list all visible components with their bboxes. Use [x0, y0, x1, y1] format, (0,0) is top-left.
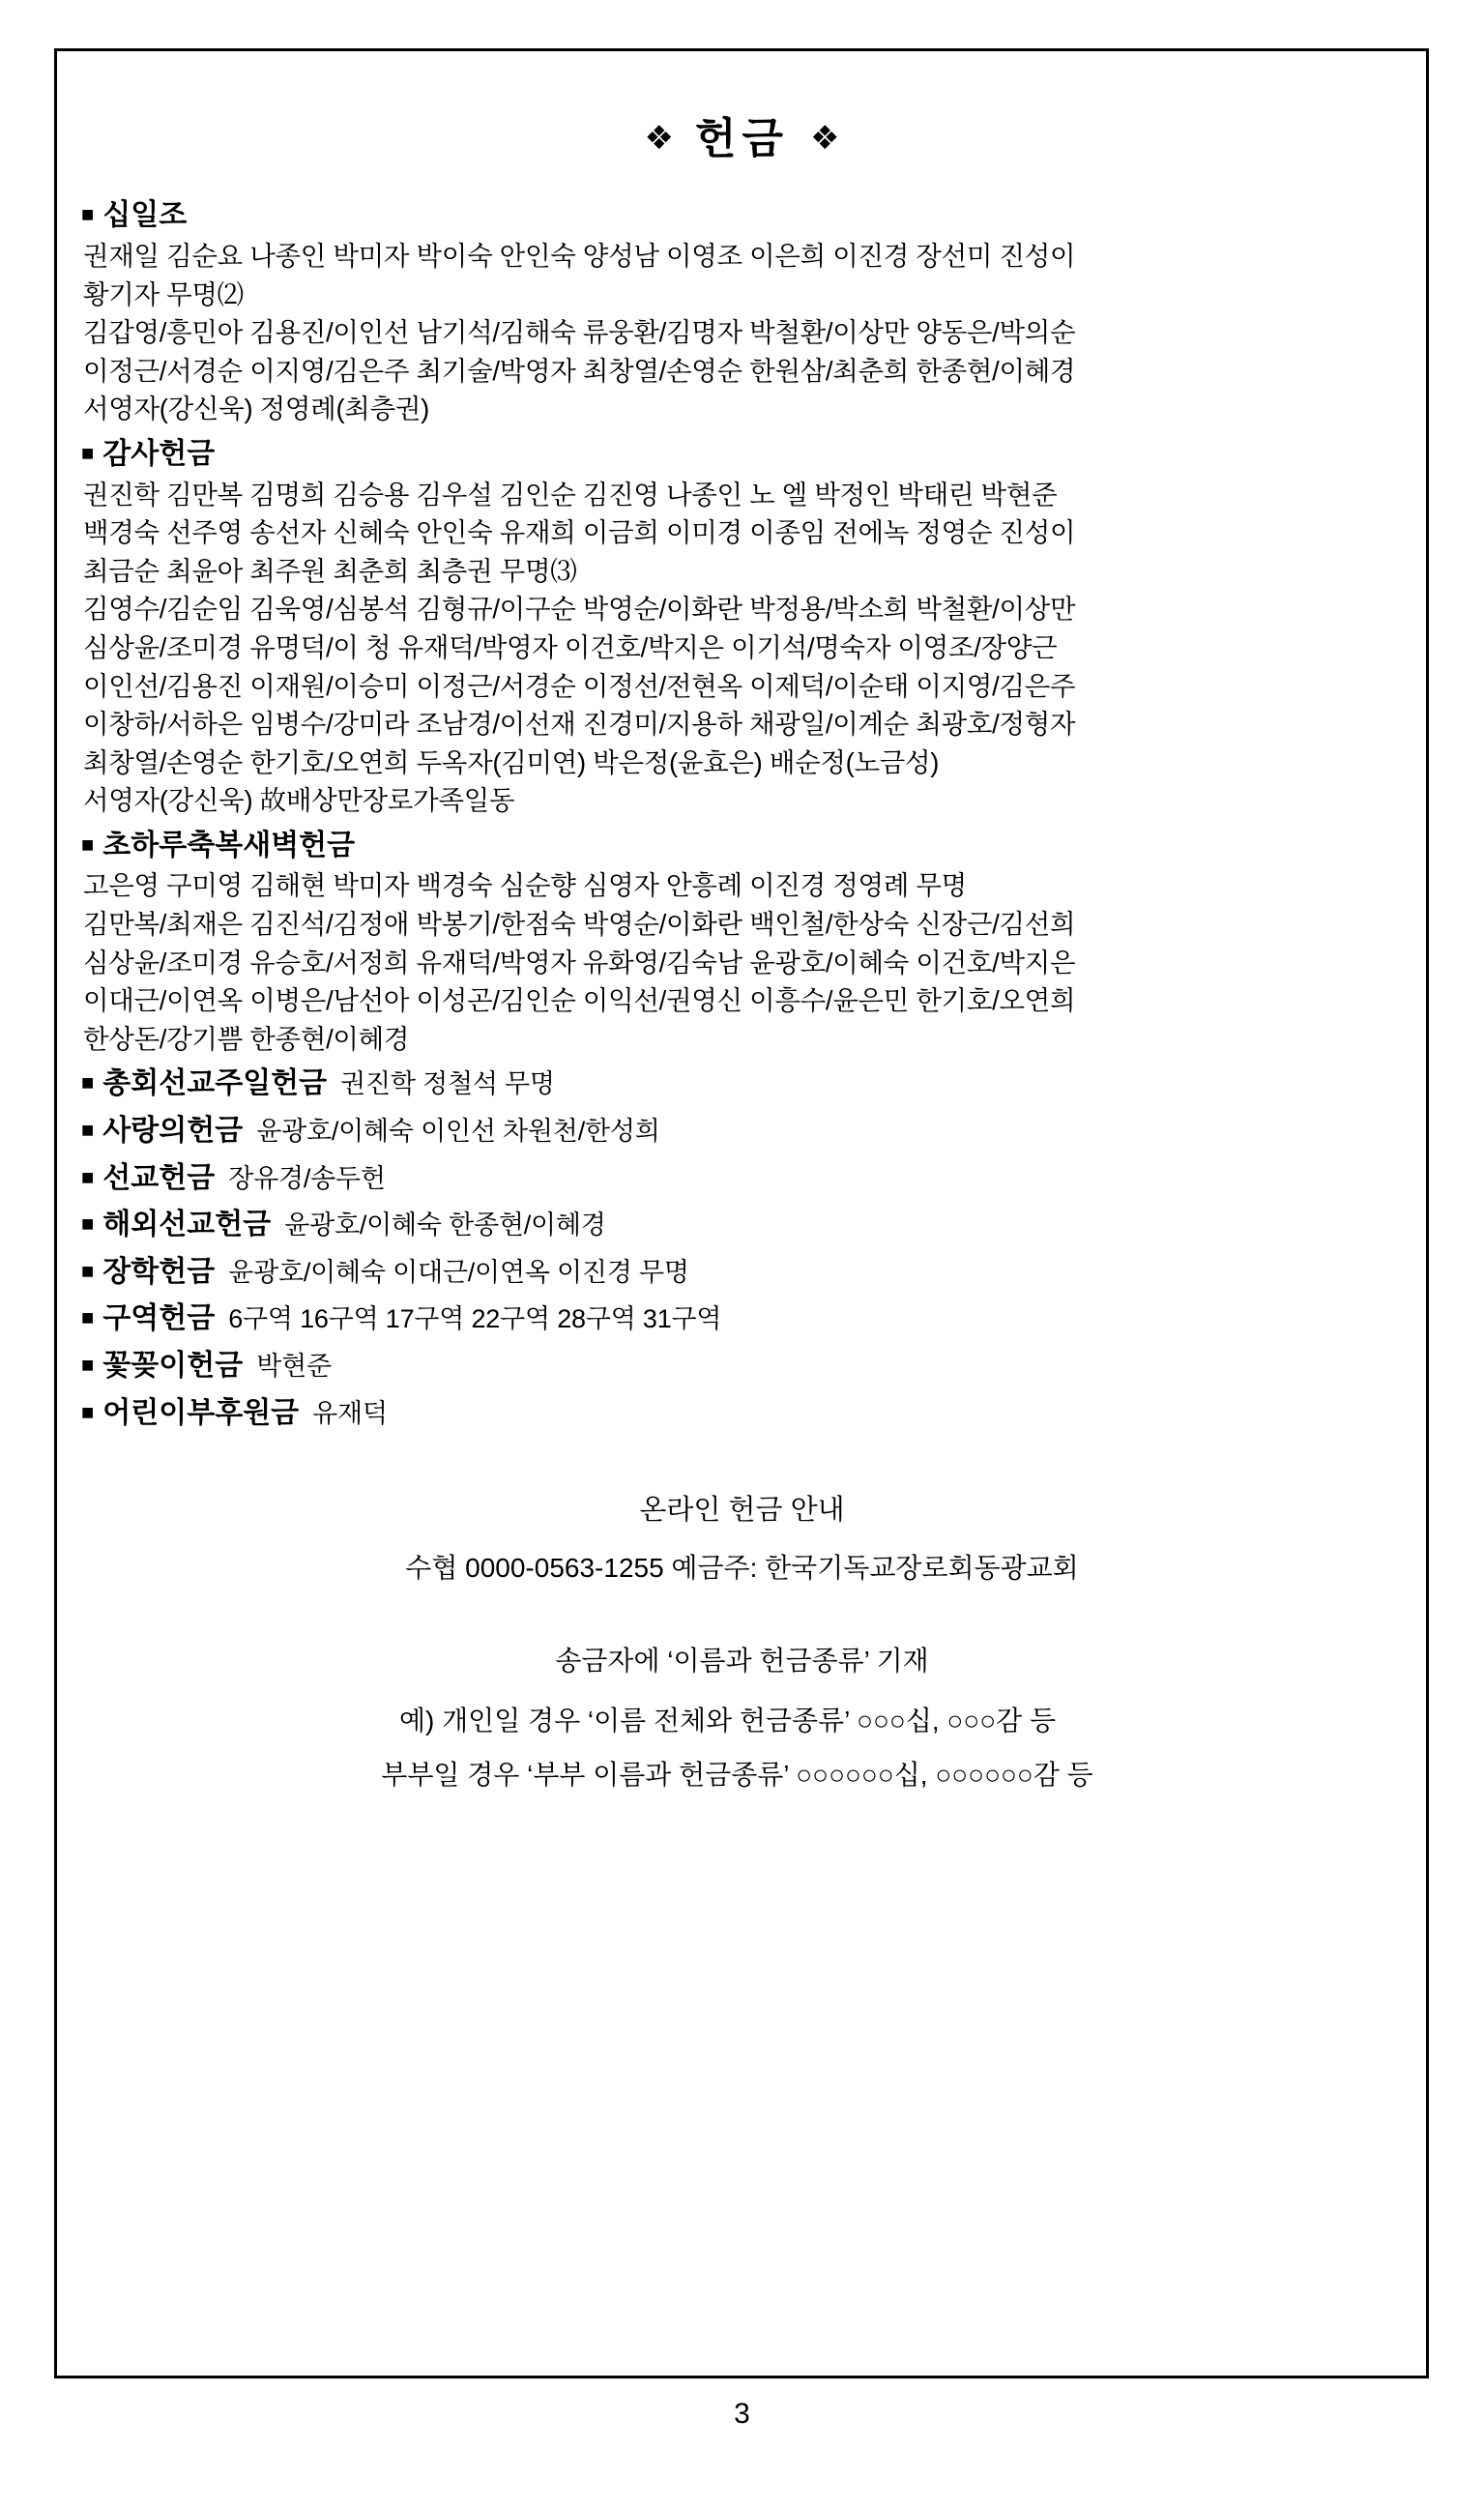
- square-bullet-icon: ■: [81, 1258, 95, 1283]
- online-giving-note-individual: 예) 개인일 경우 ‘이름 전체와 헌금종류’ ○○○십, ○○○감 등: [398, 1705, 1057, 1736]
- online-giving-title: 온라인 헌금 안내: [639, 1495, 845, 1527]
- section-line: 이정근/서경순 이지영/김은주 최기술/박영자 최창열/손영순 한원삼/최춘희 한종현/이혜경: [83, 355, 1076, 386]
- section-heading-label: 선교헌금: [102, 1161, 216, 1194]
- offering-section: [77, 434, 1407, 820]
- offering-section: [77, 826, 1407, 1059]
- section-inline-text: 박현준: [256, 1352, 332, 1382]
- section-heading: [77, 1252, 1407, 1294]
- square-bullet-icon: ■: [81, 1399, 95, 1424]
- section-heading: [77, 1393, 1407, 1435]
- section-line: 황기자 무명⑵: [83, 278, 244, 309]
- offering-section: [77, 195, 1407, 428]
- section-line: 김영수/김순임 김욱영/심봉석 김형규/이구순 박영순/이화란 박정용/박소희 박철환/이상만: [83, 594, 1076, 625]
- section-heading: [77, 1158, 1407, 1200]
- section-line: 이인선/김용진 이재원/이승미 이정근/서경순 이정선/전현옥 이제덕/이순태 이지영/김은주: [83, 670, 1076, 701]
- section-line: 서영자(강신욱) 정영례(최층권): [83, 394, 429, 424]
- section-inline-text: 권진학 정철석 무명: [340, 1069, 555, 1099]
- square-bullet-icon: ■: [81, 1305, 95, 1330]
- online-giving-note-couple: 부부일 경우 ‘부부 이름과 헌금종류’ ○○○○○○십, ○○○○○○감 등: [381, 1759, 1093, 1790]
- square-bullet-icon: ■: [81, 1070, 95, 1095]
- section-line: 이창하/서하은 임병수/강미라 조남경/이선재 진경미/지용하 채광일/이계순 최광호/정형자: [83, 709, 1076, 740]
- section-heading-label: 어린이부후원금: [102, 1396, 300, 1429]
- square-bullet-icon: ■: [81, 1211, 95, 1237]
- section-line: 권재일 김순요 나종인 박미자 박이숙 안인숙 양성남 이영조 이은희 이진경 장선미 진성이: [83, 240, 1076, 271]
- section-line: 권진학 김만복 김명희 김승용 김우설 김인순 김진영 나종인 노 엘 박정인 박태린 박현준: [83, 479, 1058, 510]
- section-heading: [77, 1346, 1407, 1387]
- section-heading-label: 해외선교헌금: [102, 1209, 272, 1241]
- offering-section: [77, 1064, 1407, 1105]
- section-heading: [77, 1111, 1407, 1152]
- diamond-ornament-left: ❖: [644, 120, 674, 157]
- section-line: 김만복/최재은 김진석/김정애 박봉기/한점숙 박영순/이화란 백인철/한상숙 신장근/김선희: [83, 909, 1076, 940]
- square-bullet-icon: ■: [81, 1164, 95, 1189]
- offering-section: [77, 1158, 1407, 1200]
- page-title: [77, 116, 1407, 162]
- section-heading-label: 구역헌금: [102, 1302, 216, 1335]
- diamond-ornament-right: ❖: [810, 120, 840, 157]
- section-line: 백경숙 선주영 송선자 신혜숙 안인숙 유재희 이금희 이미경 이종임 전에녹 정영순 진성이: [83, 517, 1076, 548]
- offering-section: [77, 1298, 1407, 1340]
- offering-section: [77, 1252, 1407, 1294]
- page-number: 3: [734, 2398, 750, 2430]
- section-heading-label: 장학헌금: [102, 1255, 216, 1288]
- square-bullet-icon: ■: [81, 440, 95, 465]
- square-bullet-icon: ■: [81, 202, 95, 227]
- offering-section: [77, 1111, 1407, 1152]
- offering-section: [77, 1393, 1407, 1435]
- page-content: [77, 70, 1407, 1795]
- offering-section: [77, 1346, 1407, 1387]
- section-line: 최금순 최윤아 최주원 최춘희 최층권 무명⑶: [83, 555, 577, 586]
- section-inline-text: 유재덕: [312, 1398, 388, 1428]
- section-heading-label: 총회선교주일헌금: [102, 1067, 328, 1100]
- online-giving-note-main: 송금자에 ‘이름과 헌금종류’ 기재: [555, 1645, 929, 1676]
- section-heading: [77, 1298, 1407, 1340]
- section-heading: [77, 1205, 1407, 1246]
- section-inline-text: 윤광호/이혜숙 이대근/이연옥 이진경 무명: [228, 1257, 689, 1287]
- section-line: 심상윤/조미경 유승호/서정희 유재덕/박영자 유화영/김숙남 윤광호/이혜숙 이건호/박지은: [83, 947, 1076, 977]
- section-line: 최창열/손영순 한기호/오연희 두옥자(김미연) 박은정(윤효은) 배순정(노금성): [83, 746, 940, 777]
- section-heading-label: 꽃꽂이헌금: [102, 1350, 244, 1383]
- square-bullet-icon: ■: [81, 1353, 95, 1378]
- section-heading: [77, 195, 1407, 237]
- section-heading: [77, 826, 1407, 867]
- offering-section: [77, 1205, 1407, 1246]
- section-line: 김갑영/흥민아 김용진/이인선 남기석/김해숙 류웅환/김명자 박철환/이상만 양동은/박의순: [83, 317, 1076, 348]
- section-heading-label: 초하루축복새벽헌금: [102, 829, 356, 861]
- square-bullet-icon: ■: [81, 1118, 95, 1143]
- online-giving-account: 수협 0000-0563-1255 예금주: 한국기독교장로회동광교회: [405, 1552, 1079, 1583]
- section-inline-text: 윤광호/이혜숙 한종현/이혜경: [284, 1211, 606, 1240]
- section-line: 고은영 구미영 김해현 박미자 백경숙 심순향 심영자 안흥례 이진경 정영례 무명: [83, 870, 967, 901]
- section-line: 이대근/이연옥 이병은/남선아 이성곤/김인순 이익선/권영신 이흥수/윤은민 한기호/오연희: [83, 985, 1076, 1016]
- page-title-text: 헌금: [694, 115, 789, 162]
- section-heading-label: 사랑의헌금: [102, 1115, 244, 1148]
- section-line: 심상윤/조미경 유명덕/이 청 유재덕/박영자 이건호/박지은 이기석/명숙자 이영조/장양근: [83, 631, 1058, 662]
- section-heading-label: 십일조: [102, 199, 188, 232]
- section-inline-text: 6구역 16구역 17구역 22구역 28구역 31구역: [228, 1304, 722, 1334]
- section-heading: [77, 1064, 1407, 1105]
- section-line: 한상돈/강기쁨 한종현/이혜경: [83, 1023, 410, 1054]
- section-inline-text: 윤광호/이혜숙 이인선 차원천/한성희: [256, 1117, 660, 1147]
- square-bullet-icon: ■: [81, 831, 95, 857]
- section-heading-label: 감사헌금: [102, 437, 216, 470]
- section-inline-text: 장유경/송두헌: [228, 1163, 386, 1193]
- section-line: 서영자(강신욱) 故배상만장로가족일동: [83, 785, 515, 816]
- section-heading: [77, 434, 1407, 476]
